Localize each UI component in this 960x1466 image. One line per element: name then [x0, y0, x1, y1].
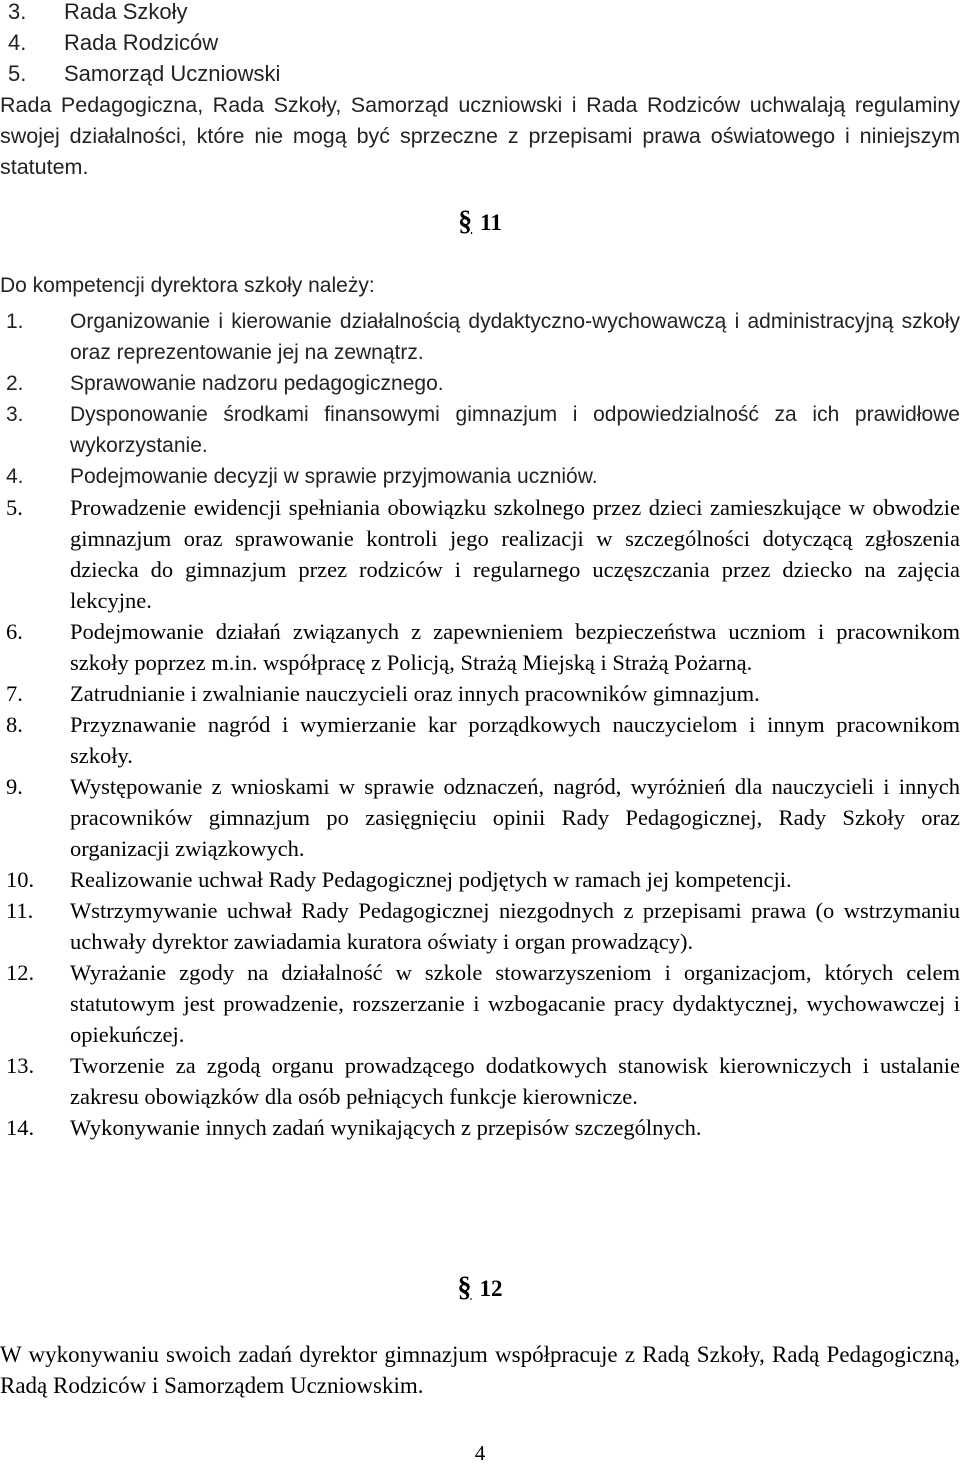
section-heading-11: [0, 206, 960, 238]
item-number: 7.: [6, 681, 23, 706]
list-item: [0, 27, 280, 58]
item-number: 14.: [6, 1115, 35, 1140]
item-number: 12.: [6, 960, 35, 985]
list-item: [0, 957, 960, 1050]
competences-intro: Do kompetencji dyrektora szkoły należy:: [0, 274, 375, 297]
list-item: [0, 0, 280, 27]
paragraph-cooperation: W wykonywaniu swoich zadań dyrektor gimnazjum współpracuje z Radą Szkoły, Radą Pedagogiczną, Radą Rodziców i Samorządem Uczniowskim.: [0, 1342, 960, 1398]
list-item: [0, 616, 960, 678]
item-number: 1.: [6, 310, 24, 333]
list-text: Rada Rodziców: [64, 30, 219, 55]
page-number: 4: [474, 1441, 486, 1465]
item-number: 5.: [6, 495, 23, 520]
item-text: Organizowanie i kierowanie działalnością dydaktyczno-wychowawczą i administracyjną szkoły oraz reprezentowanie jej na zewnątrz.: [70, 310, 960, 364]
item-text: Tworzenie za zgodą organu prowadzącego dodatkowych stanowisk kierowniczych i ustalanie zakresu obowiązków dla osób pełniących funkcje kierownicze.: [70, 1053, 960, 1109]
council-list: [0, 0, 280, 89]
item-text: Realizowanie uchwał Rady Pedagogicznej podjętych w ramach jej kompetencji.: [70, 867, 792, 892]
list-item: [0, 771, 960, 864]
item-number: 6.: [6, 619, 23, 644]
item-number: 3.: [6, 403, 24, 426]
list-text: Rada Szkoły: [64, 0, 188, 24]
list-item: [0, 895, 960, 957]
paragraph-regulations: Rada Pedagogiczna, Rada Szkoły, Samorząd uczniowski i Rada Rodziców uchwalają regulaminy swojej działalności, które nie mogą być sprzeczne z przepisami prawa oświatowego i niniejszym statutem.: [0, 93, 960, 179]
list-item: [0, 58, 280, 89]
section-sign: §: [458, 206, 473, 237]
item-number: 11.: [6, 898, 34, 923]
list-item: [0, 864, 960, 895]
item-text: Wstrzymywanie uchwał Rady Pedagogicznej niezgodnych z przepisami prawa (o wstrzymaniu uchwały dyrektor zawiadamia kuratora oświaty i organ prowadzący).: [70, 898, 960, 954]
item-text: Podejmowanie decyzji w sprawie przyjmowania uczniów.: [70, 465, 598, 488]
competences-list: [0, 306, 960, 1143]
item-number: 2.: [6, 372, 24, 395]
item-number: 10.: [6, 867, 35, 892]
section-number: 11: [480, 210, 502, 235]
item-text: Podejmowanie działań związanych z zapewnieniem bezpieczeństwa uczniom i pracownikom szkoły poprzez m.in. współpracę z Policją, Strażą Miejską i Strażą Pożarną.: [70, 619, 960, 675]
list-item: [0, 461, 960, 492]
item-number: 13.: [6, 1053, 35, 1078]
list-item: [0, 368, 960, 399]
list-item: [0, 399, 960, 461]
item-number: 4.: [6, 465, 24, 488]
list-item: [0, 492, 960, 616]
list-text: Samorząd Uczniowski: [64, 61, 281, 86]
item-text: Sprawowanie nadzoru pedagogicznego.: [70, 372, 444, 395]
item-text: Dysponowanie środkami finansowymi gimnazjum i odpowiedzialność za ich prawidłowe wykorzystanie.: [70, 403, 960, 457]
item-text: Wyrażanie zgody na działalność w szkole stowarzyszeniom i organizacjom, których celem statutowym jest prowadzenie, rozszerzanie i wzbogacanie pracy dydaktycznej, wychowawczej i opiekuńczej.: [70, 960, 960, 1047]
list-item: [0, 1050, 960, 1112]
list-number: 4.: [8, 30, 27, 55]
item-text: Przyznawanie nagród i wymierzanie kar porządkowych nauczycielom i innym pracownikom szkoły.: [70, 712, 960, 768]
section-heading-12: [0, 1272, 960, 1304]
list-item: [0, 306, 960, 368]
item-text: Prowadzenie ewidencji spełniania obowiązku szkolnego przez dzieci zamieszkujące w obwodzie gimnazjum oraz sprawowanie kontroli jego realizacji w szczególności dotyczącą zgłoszenia dziecka do gimnazjum przez rodziców i regularnego uczęszczania przez dziecko na zajęcia lekcyjne.: [70, 495, 960, 613]
item-text: Wykonywanie innych zadań wynikających z przepisów szczególnych.: [70, 1115, 702, 1140]
item-text: Występowanie z wnioskami w sprawie odznaczeń, nagród, wyróżnień dla nauczycieli i innych pracowników gimnazjum po zasięgnięciu opinii Rady Pedagogicznej, Rady Szkoły oraz organizacji związkowych.: [70, 774, 960, 861]
list-item: [0, 709, 960, 771]
item-number: 8.: [6, 712, 23, 737]
list-number: 3.: [8, 0, 27, 24]
item-number: 9.: [6, 774, 23, 799]
list-number: 5.: [8, 61, 27, 86]
list-item: [0, 1112, 960, 1143]
list-item: [0, 678, 960, 709]
section-sign: §: [457, 1272, 472, 1303]
item-text: Zatrudnianie i zwalnianie nauczycieli oraz innych pracowników gimnazjum.: [70, 681, 760, 706]
section-number: 12: [479, 1276, 503, 1301]
